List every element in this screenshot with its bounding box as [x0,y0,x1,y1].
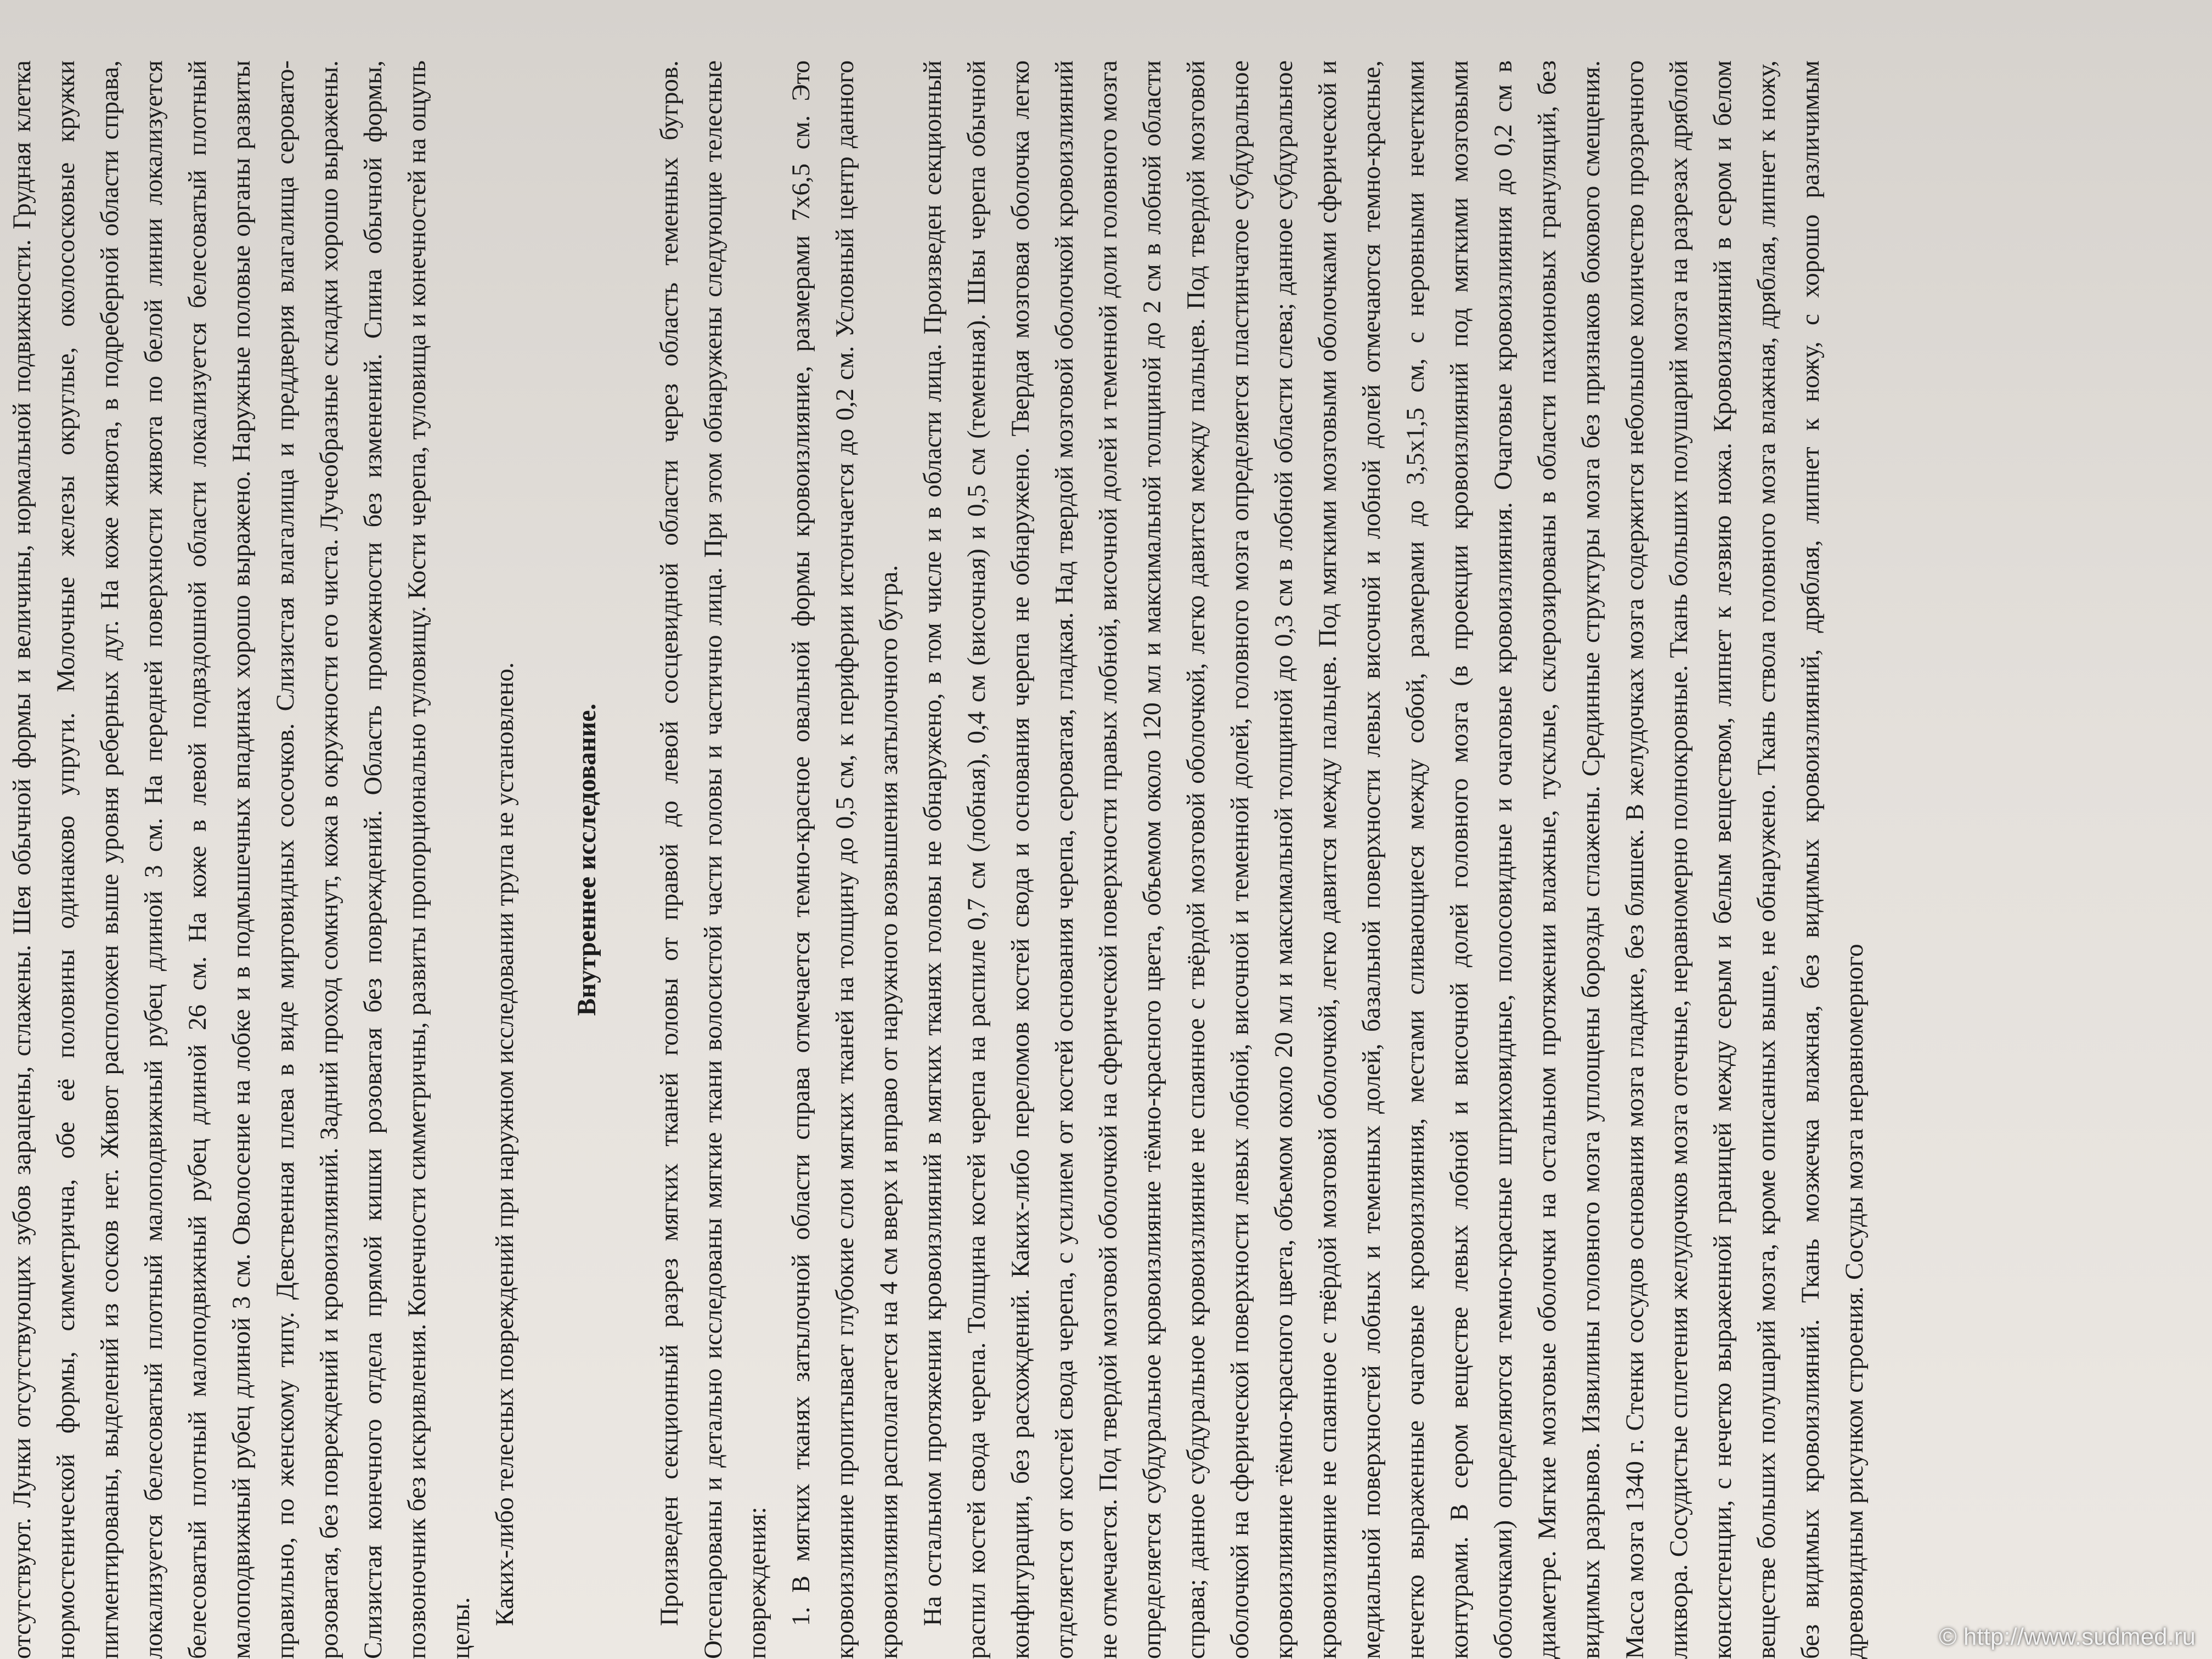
paragraph-external-exam: отсутствуют. Лунки отсутствующих зубов зарацены, сглажены. Шея обычной формы и величины, нормальной подвижности. Грудная клетка нормостенической формы, симметрична, обе её половины одинаково упруги. Молочные железы округлые, околососковые кружки пигментированы, выделений из сосков нет. Живот расположен выше уровня реберных дуг. На коже живота, в подреберной области справа, локализуется белесоватый плотный малоподвижный рубец длиной 3 см. На передней поверхности живота по белой линии локализуется белесоватый плотный малоподвижный рубец длиной 26 см. На коже в левой подвздошной области локализуется белесоватый плотный малоподвижный рубец длиной 3 см. Оволосение на лобке и в подмышечных впадинах хорошо выражено. Наружные половые органы развиты правильно, по женскому типу. Девственная плева в виде миртовидных сосочков. Слизистая влагалища и преддверия влагалища серовато-розоватая, без повреждений и кровоизлияний. Задний проход сомкнут, кожа в окружности его чиста. Лучеобразные складки хорошо выражены. Слизистая конечного отдела прямой кишки розоватая без повреждений. Область промежности без изменений. Спина обычной формы, позвоночник без искривления. Конечности симметричны, развиты пропорционально туловищу. Кости черепа, туловища и конечностей на ощупь целы. [8,60,475,1659]
paragraph-head-incision: Произведен секционный разрез мягких тканей головы от правой до левой сосцевидной области через область теменных бугров. Отсепарованы и детально исследованы мягкие ткани волосистой части головы и частично лица. При этом обнаружены следующие телесные повреждения: [655,60,771,1659]
paragraph-no-injuries: Каких-либо телесных повреждений при наружном исследовании трупа не установлено. [490,662,519,1626]
section-title: Внутреннее исследование. [572,703,601,1016]
document-body [0,22,2212,1659]
watermark: © http://www.sudmed.ru [1939,1623,2196,1650]
paragraph-skull-and-brain: На остальном протяжении кровоизлияний в мягких тканях головы не обнаружено, в том числе и в области лица. Произведен секционный распил костей свода черепа. Толщина костей черепа на распиле 0,7 см (лобная), 0,4 см (височная) и 0,5 см (теменная). Швы черепа обычной конфигурации, без расхождений. Каких-либо переломов костей свода и основания черепа не обнаружено. Твердая мозговая оболочка легко отделяется от костей свода черепа, с усилием от костей основания черепа, сероватая, гладкая. Над твердой мозговой оболочкой кровоизлияний не отмечается. Под твердой мозговой оболочкой на сферической поверхности правых лобной, височной долей и теменной доли головного мозга определяется субдуральное кровоизлияние тёмно-красного цвета, объемом около 120 мл и максимальной толщиной до 2 см в лобной области справа; данное субдуральное кровоизлияние не спаянное с твёрдой мозговой оболочкой, легко давится между пальцев. Под твердой мозговой оболочкой на сферической поверхности левых лобной, височной и теменной долей, головного мозга определяется пластинчатое субдуральное кровоизлияние тёмно-красного цвета, объемом около 20 мл и максимальной толщиной до 0,3 см в лобной области слева; данное субдуральное кровоизлияние не спаянное с твёрдой мозговой оболочкой, легко давится между пальцев. Под мягкими мозговыми оболочками сферической и медиальной поверхностей лобных и теменных долей, базальной поверхности левых височной и лобной долей отмечаются темно-красные, нечетко выраженные очаговые кровоизлияния, местами сливающиеся между собой, размерами до 3,5х1,5 см, с неровными нечеткими контурами. В сером веществе левых лобной и височной долей головного мозга (в проекции кровоизлияний под мягкими мозговыми оболочками) определяются темно-красные штриховидные, полосовидные и очаговые кровоизлияния. Очаговые кровоизлияния до 0,2 см в диаметре. Мягкие мозговые оболочки на остальном протяжении влажные, тусклые, склерозированы в области пахионовых грануляций, без видимых разрывов. Извилины головного мозга уплощены борозды сглажены. Срединные структуры мозга без признаков бокового смещения. Масса мозга 1340 г. Стенки сосудов основания мозга гладкие, без бляшек. В желудочках мозга содержится небольшое количество прозрачного ликвора. Сосудистые сплетения желудочков мозга отечные, неравномерно полнокровные. Ткань больших полушарий мозга на разрезах дряблой консистенции, с нечетко выраженной границей между серым и белым веществом, липнет к лезвию ножа. Кровоизлияний в сером и белом веществе больших полушарий мозга, кроме описанных выше, не обнаружено. Ткань ствола головного мозга влажная, дряблая, липнет к ножу, без видимых кровоизлияний. Ткань мозжечка влажная, без видимых кровоизлияний, дряблая, липнет к ножу, с хорошо различимым древовидным рисунком строения. Сосуды мозга неравномерного [918,60,1869,1659]
paragraph-occipital-hemorrhage: 1. В мягких тканях затылочной области справа отмечается темно-красное овальной формы кровоизлияние, размерами 7х6,5 см. Это кровоизлияние пропитывает глубокие слои мягких тканей на толщину до 0,5 см, к периферии истончается до 0,2 см. Условный центр данного кровоизлияния располагается на 4 см вверх и вправо от наружного возвышения затылочного бугра. [787,60,903,1659]
